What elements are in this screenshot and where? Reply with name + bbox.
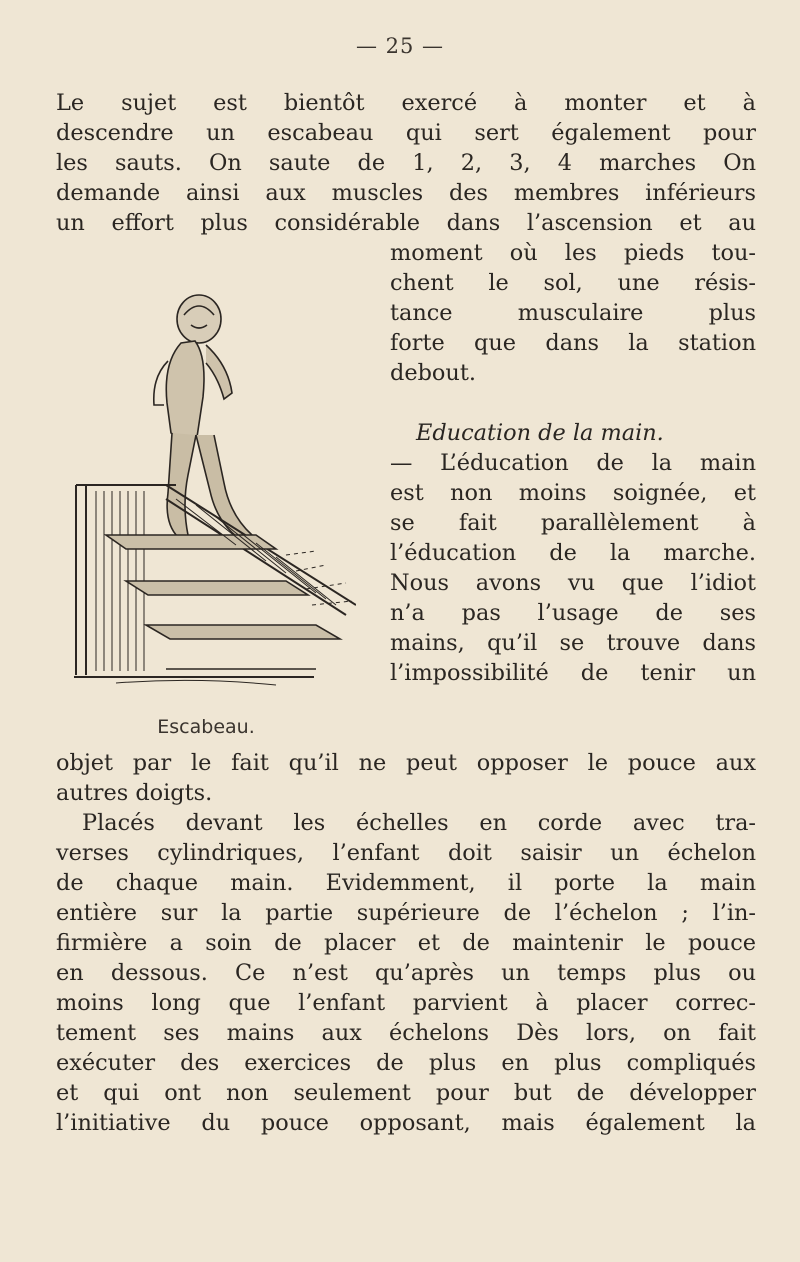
text-line: est non moins soignée, et: [390, 480, 756, 506]
text-line: l’éducation de la marche.: [390, 540, 756, 566]
text-line: tement ses mains aux échelons Dès lors, on fait: [56, 1020, 756, 1046]
section-heading: Education de la main.: [416, 420, 664, 446]
text-line: — L’éducation de la main: [390, 450, 756, 476]
text-line: Nous avons vu que l’idiot: [390, 570, 756, 596]
text-line: l’impossibilité de tenir un: [390, 660, 756, 686]
intro-paragraph: [56, 88, 756, 238]
text-line: exécuter des exercices de plus en plus compliqués: [56, 1050, 756, 1076]
text-line: autres doigts.: [56, 780, 213, 806]
text-line: de chaque main. Evidemment, il porte la main: [56, 870, 756, 896]
text-line: demande ainsi aux muscles des membres inférieurs: [56, 180, 756, 206]
text-line: descendre un escabeau qui sert également pour: [56, 120, 756, 146]
text-line: tance musculaire plus: [390, 300, 756, 326]
figure-caption: Escabeau.: [157, 716, 255, 738]
text-line: un effort plus considérable dans l’ascension et au: [56, 210, 756, 236]
text-line: chent le sol, une résis-: [390, 270, 756, 296]
text-line: firmière a soin de placer et de maintenir le pouce: [56, 930, 756, 956]
wrapped-text-column: [390, 238, 756, 688]
text-line: mains, qu’il se trouve dans: [390, 630, 756, 656]
escabeau-illustration: [56, 285, 356, 700]
text-line: entière sur la partie supérieure de l’échelon ; l’in-: [56, 900, 756, 926]
text-line: en dessous. Ce n’est qu’après un temps plus ou: [56, 960, 756, 986]
text-line: les sauts. On saute de 1, 2, 3, 4 marches On: [56, 150, 756, 176]
text-line: objet par le fait qu’il ne peut opposer le pouce aux: [56, 750, 756, 776]
text-line: debout.: [390, 360, 476, 386]
page-number: — 25 —: [355, 34, 445, 58]
text-line: forte que dans la station: [390, 330, 756, 356]
text-line: se fait parallèlement à: [390, 510, 756, 536]
text-line: et qui ont non seulement pour but de développer: [56, 1080, 756, 1106]
ladder-exercise-paragraph: [56, 808, 756, 1138]
text-line: verses cylindriques, l’enfant doit saisir un échelon: [56, 840, 756, 866]
text-line: Placés devant les échelles en corde avec tra-: [82, 810, 756, 836]
text-line: moment où les pieds tou-: [390, 240, 756, 266]
closing-paragraph: [56, 748, 756, 808]
text-line: n’a pas l’usage de ses: [390, 600, 756, 626]
text-line: moins long que l’enfant parvient à placer correc-: [56, 990, 756, 1016]
text-line: l’initiative du pouce opposant, mais également la: [56, 1110, 756, 1136]
text-line: Le sujet est bientôt exercé à monter et à: [56, 90, 756, 116]
